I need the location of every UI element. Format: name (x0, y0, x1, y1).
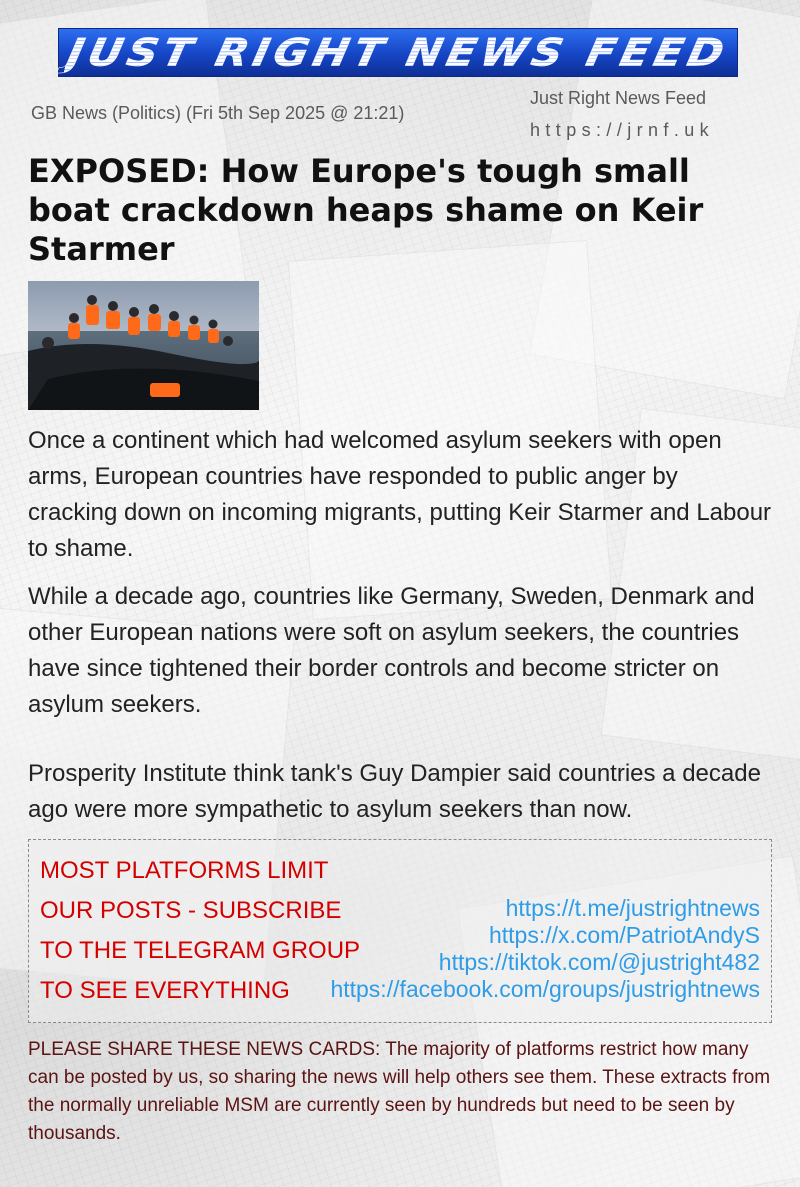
site-banner (58, 28, 738, 77)
promo-line: TO THE TELEGRAM GROUP (40, 937, 361, 964)
site-name: Just Right News Feed (530, 88, 707, 108)
article-headline: EXPOSED: How Europe's tough small boat crackdown heaps shame on Keir Starmer (28, 152, 704, 268)
promo-line: TO SEE EVERYTHING (40, 977, 290, 1004)
telegram-link[interactable]: https://t.me/justrightnews (505, 895, 760, 921)
social-links (330, 895, 760, 1003)
article-photo (28, 281, 259, 410)
migrant-boat-photo (28, 281, 259, 410)
site-url-link[interactable]: https://jrnf.uk (530, 120, 715, 140)
subscribe-promo-box (28, 839, 772, 1023)
promo-line: OUR POSTS - SUBSCRIBE (40, 897, 342, 924)
article-paragraph: Once a continent which had welcomed asylum seekers with open arms, European countries have responded to public anger by cracking down on incoming migrants, putting Keir Starmer and Labour to shame. (28, 427, 772, 562)
article-paragraph: While a decade ago, countries like Germany, Sweden, Denmark and other European nations were soft on asylum seekers, the countries have since tightened their border controls and become stricter on asylum seekers. (28, 583, 755, 718)
x-link[interactable]: https://x.com/PatriotAndyS (488, 922, 760, 948)
article-source: GB News (Politics) (Fri 5th Sep 2025 @ 21:21) (31, 103, 405, 123)
tiktok-link[interactable]: https://tiktok.com/@justright482 (438, 949, 760, 975)
promo-line: MOST PLATFORMS LIMIT (40, 857, 329, 884)
facebook-link[interactable]: https://facebook.com/groups/justrightnews (330, 976, 760, 1002)
article-paragraph: Prosperity Institute think tank's Guy Dampier said countries a decade ago were more sympathetic to asylum seekers than now. (28, 760, 761, 823)
share-appeal-text: PLEASE SHARE THESE NEWS CARDS: The majority of platforms restrict how many can be posted by us, so sharing the news will help others see them. These extracts from the normally unreliable MSM are currently seen by hundreds but need to be seen by thousands. (28, 1039, 771, 1144)
banner-title: JUST RIGHT NEWS FEED (63, 30, 733, 75)
